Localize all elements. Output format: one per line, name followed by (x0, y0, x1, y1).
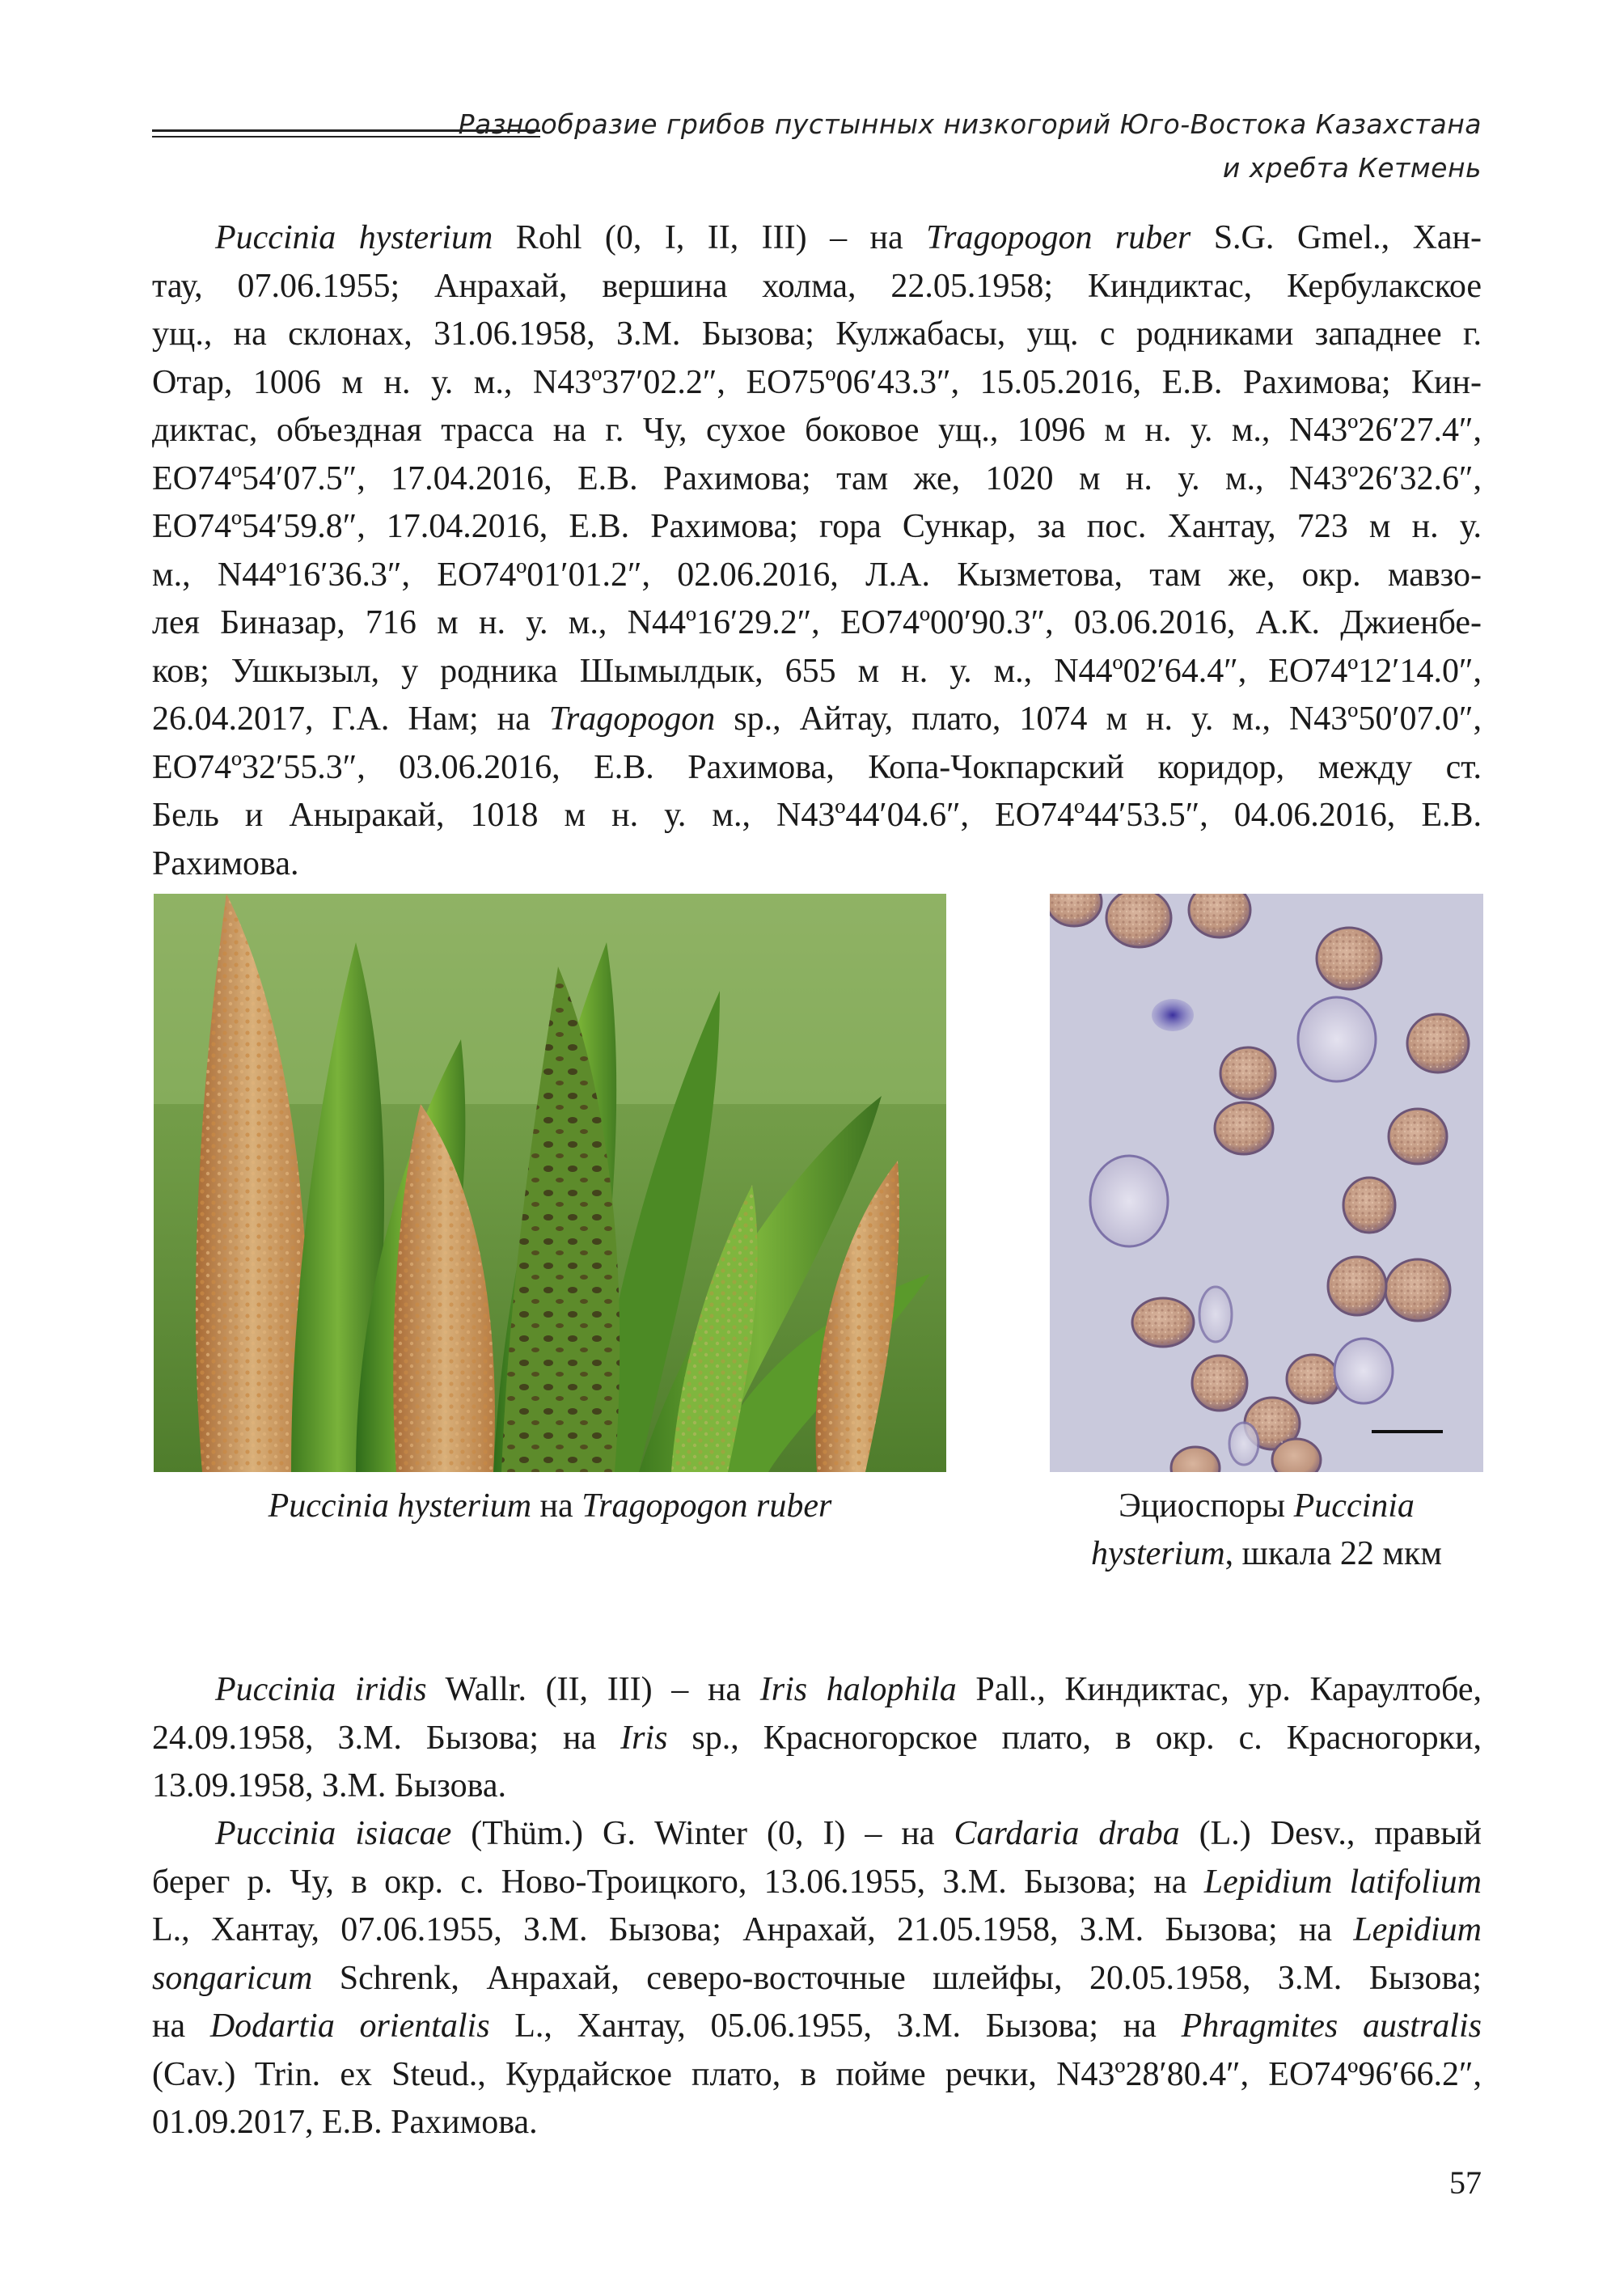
text-span: Pall., Киндиктас, ур. Караултобе, (956, 1671, 1482, 1708)
paragraph-puccinia-iridis (152, 1666, 1482, 1811)
text-line (152, 1955, 1482, 2003)
text-line (152, 696, 1482, 744)
taxon-name: Puccinia hysterium (268, 1487, 532, 1525)
text-span: 24.09.1958, З.М. Бызова; на (152, 1719, 621, 1757)
taxon-name: Puccinia isiacae (215, 1815, 452, 1852)
text-line: ЕO74º32′55.3″, 03.06.2016, Е.В. Рахимова, Копа-Чокпарский коридор, между ст. (152, 748, 1482, 786)
taxon-name: Puccinia (1293, 1487, 1415, 1525)
text-line: диктас, объездная трасса на г. Чу, сухое боковое ущ., 1096 м н. у. м., N43º26′27.4″, (152, 412, 1482, 449)
text-span: (Thüm.) G. Winter (0, I) – на (451, 1815, 954, 1852)
taxon-name: songaricum (152, 1959, 313, 1997)
taxon-name: hysterium (1091, 1535, 1225, 1572)
figure-caption-right (1043, 1483, 1490, 1578)
text-line (152, 214, 1482, 263)
text-line: ЕO74º54′59.8″, 17.04.2016, Е.В. Рахимова; гора Сункар, за пос. Хантау, 723 м н. у. (152, 508, 1482, 545)
text-span: L., Хантау, 07.06.1955, З.М. Бызова; Анрахай, 21.05.1958, З.М. Бызова; на (152, 1911, 1354, 1948)
text-span: S.G. Gmel., Хан- (1191, 219, 1482, 256)
text-line (152, 2003, 1482, 2051)
text-line: 13.09.1958, З.М. Бызова. (152, 1767, 506, 1804)
text-line: ЕO74º54′07.5″, 17.04.2016, Е.В. Рахимова; там же, 1020 м н. у. м., N43º26′32.6″, (152, 459, 1482, 497)
text-line: Бель и Аныракай, 1018 м н. у. м., N43º44′04.6″, ЕO74º44′53.5″, 04.06.2016, Е.В. (152, 797, 1482, 834)
figure-caption-left (154, 1483, 946, 1530)
text-span: Schrenk, Анрахай, северо-восточные шлейфы, 20.05.1958, З.М. Бызова; (312, 1959, 1482, 1997)
taxon-name: Lepidium (1353, 1911, 1482, 1948)
text-line: Рахимова. (152, 844, 299, 882)
text-span: Wallr. (II, III) – на (426, 1671, 760, 1708)
running-head-line-1: Разнообразие грибов пустынных низкогорий Юго-Востока Казахстана (458, 108, 1482, 140)
taxon-name: Tragopogon (548, 700, 716, 738)
text-span: sp., Айтау, плато, 1074 м н. у. м., N43º50′07.0″, (715, 700, 1482, 738)
text-line: 01.09.2017, Е.В. Рахимова. (152, 2104, 538, 2141)
taxon-name: Lepidium latifolium (1203, 1863, 1482, 1901)
taxon-name: Iris halophila (759, 1671, 957, 1708)
text-span: sp., Красногорское плато, в окр. с. Красногорки, (667, 1719, 1482, 1757)
taxon-name: Puccinia iridis (215, 1671, 427, 1708)
text-span: (L.) Desv., правый (1179, 1815, 1482, 1852)
taxon-name: Tragopogon ruber (582, 1487, 832, 1525)
taxon-name: Iris (620, 1719, 668, 1757)
taxon-name: Tragopogon ruber (926, 219, 1191, 256)
text-line (152, 1666, 1482, 1715)
paragraph-puccinia-isiacae (152, 1810, 1482, 2147)
text-line (152, 1859, 1482, 1907)
page-number: 57 (1449, 2164, 1482, 2201)
photo-tragopogon-ruber (154, 894, 946, 1472)
text-span: Эциоспоры (1119, 1487, 1294, 1525)
text-line (152, 1810, 1482, 1859)
text-line: м., N44º16′36.3″, ЕO74º01′01.2″, 02.06.2016, Л.А. Кызметова, там же, окр. мавзо- (152, 556, 1482, 594)
running-head-line-2: и хребта Кетмень (1222, 152, 1482, 184)
paragraph-puccinia-hysterium (152, 214, 1482, 888)
caption-line (1043, 1483, 1490, 1530)
taxon-name: Cardaria draba (954, 1815, 1180, 1852)
micrograph-aeciospores (1050, 894, 1483, 1472)
text-span: L., Хантау, 05.06.1955, З.М. Бызова; на (489, 2007, 1182, 2045)
taxon-name: Puccinia hysterium (215, 219, 493, 256)
taxon-name: Phragmites australis (1181, 2007, 1482, 2045)
text-span: , шкала 22 мкм (1224, 1535, 1442, 1572)
text-line (152, 1715, 1482, 1763)
text-line: лея Биназар, 716 м н. у. м., N44º16′29.2″, ЕO74º00′90.3″, 03.06.2016, А.К. Джиенбе- (152, 604, 1482, 641)
text-span: 26.04.2017, Г.А. Нам; на (152, 700, 549, 738)
text-line: (Cav.) Trin. ex Steud., Курдайское плато, в пойме речки, N43º28′80.4″, ЕO74º96′66.2″, (152, 2055, 1482, 2093)
text-span: на (531, 1487, 582, 1525)
caption-line (1043, 1530, 1490, 1578)
text-span: берег р. Чу, в окр. с. Ново-Троицкого, 13.06.1955, З.М. Бызова; на (152, 1863, 1204, 1901)
text-line (152, 1906, 1482, 1955)
text-span: на (152, 2007, 210, 2045)
text-line: ущ., на склонах, 31.06.1958, З.М. Бызова; Кулжабасы, ущ. с родниками западнее г. (152, 315, 1482, 353)
text-line: тау, 07.06.1955; Анрахай, вершина холма, 22.05.1958; Киндиктас, Кербулакское (152, 267, 1482, 305)
text-line: ков; Ушкызыл, у родника Шымылдык, 655 м н. у. м., N44º02′64.4″, ЕO74º12′14.0″, (152, 652, 1482, 690)
text-line: Отар, 1006 м н. у. м., N43º37′02.2″, ЕO75º06′43.3″, 15.05.2016, Е.В. Рахимова; Кин- (152, 363, 1482, 401)
text-span: Rohl (0, I, II, III) – на (493, 219, 927, 256)
taxon-name: Dodartia orientalis (209, 2007, 490, 2045)
